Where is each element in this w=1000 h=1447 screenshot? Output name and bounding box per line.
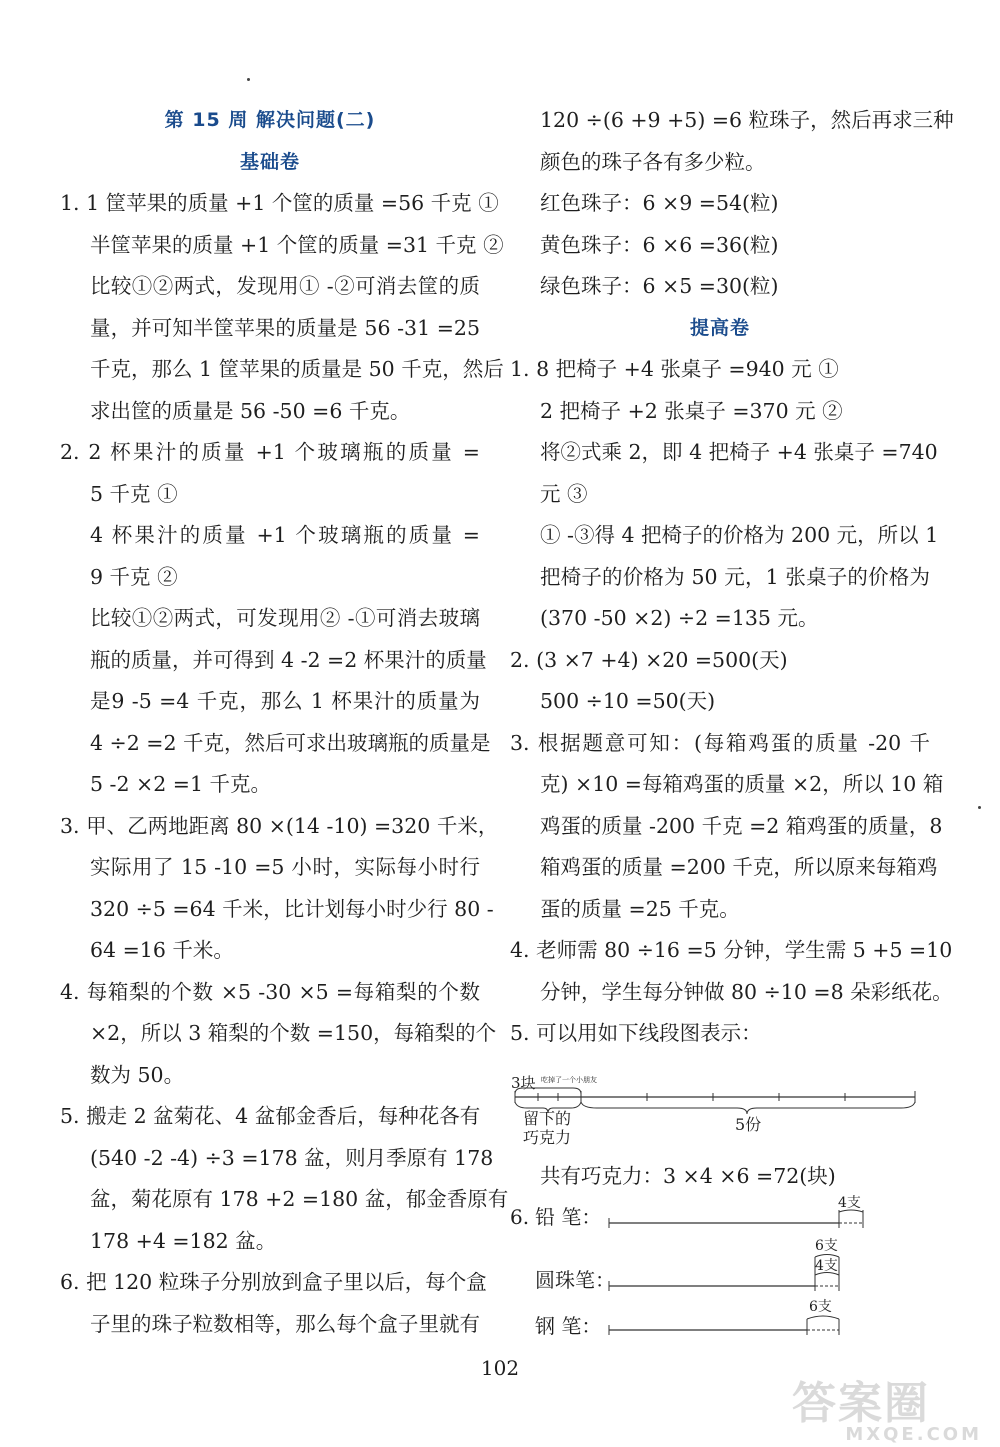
- text-line: 1. 8 把椅子 +4 张桌子 =940 元 ①: [510, 357, 839, 381]
- scan-dot: [978, 806, 981, 809]
- text-line: 5. 可以用如下线段图表示：: [510, 1021, 762, 1045]
- text-line: 求出筐的质量是 56 -50 =6 千克。: [90, 398, 411, 423]
- pencil-label: 铅 笔：: [535, 1205, 602, 1229]
- text-line: 3. 根据题意可知：(每箱鸡蛋的质量 -20 千: [510, 730, 930, 755]
- remaining-label-1: 留下的: [523, 1109, 572, 1128]
- text-line: 比较①②两式，发现用① -②可消去筐的质: [90, 274, 480, 298]
- text-line: 64 =16 千米。: [90, 938, 234, 962]
- text-line: 子里的珠子粒数相等，那么每个盒子里就有: [90, 1311, 480, 1336]
- basic-item-3: [60, 806, 499, 972]
- text-line: 蛋的质量 =25 千克。: [540, 896, 740, 921]
- text-line: 6. 把 120 粒珠子分别放到盒子里以后，每个盒: [60, 1270, 487, 1294]
- text-line: 2. 2 杯果汁的质量 +1 个玻璃瓶的质量 =: [60, 440, 480, 464]
- advanced-item-2: [510, 640, 930, 723]
- parts-brace: [581, 1102, 915, 1114]
- text-line: 9 千克 ②: [90, 564, 178, 589]
- text-line: 颜色的珠子各有多少粒。: [540, 149, 766, 174]
- text-line: 将②式乘 2，即 4 把椅子 +4 张桌子 =740: [540, 440, 938, 464]
- text-line: 半筐苹果的质量 +1 个筐的质量 =31 千克 ②: [90, 232, 504, 257]
- pencil-extra-label: 4支: [838, 1195, 861, 1211]
- text-line: 比较①②两式，可发现用② -①可消去玻璃: [90, 606, 480, 630]
- basic-item-1: [60, 183, 504, 432]
- text-line: 5 千克 ①: [90, 481, 178, 506]
- text-line: 量，并可知半筐苹果的质量是 56 -31 =25: [90, 315, 480, 340]
- text-line: 绿色珠子：6 ×5 =30(粒): [540, 274, 779, 298]
- basic-item-6-continued: [510, 100, 954, 308]
- item-6-number: 6.: [510, 1205, 530, 1229]
- advanced-item-4: [510, 930, 953, 1013]
- watermark-url: MXQE.COM: [845, 1424, 982, 1445]
- text-line: 千克，那么 1 筐苹果的质量是 50 千克，然后: [90, 357, 504, 381]
- right-column: [510, 100, 954, 1055]
- advanced-item-3: [510, 723, 944, 931]
- ballpen-label: 圆珠笔：: [535, 1268, 615, 1292]
- advanced-item-5: [510, 1013, 930, 1055]
- pens-line-diagram: [505, 1195, 925, 1345]
- week-title: 第 15 周 解决问题(二): [164, 109, 376, 131]
- pen-brace: [807, 1316, 839, 1319]
- text-line: 500 ÷10 =50(天): [540, 689, 716, 713]
- text-line: (370 -50 ×2) ÷2 =135 元。: [540, 606, 819, 630]
- text-line: 元 ③: [540, 481, 588, 506]
- pieces-label: 3块: [511, 1074, 536, 1092]
- text-line: 4 ÷2 =2 千克，然后可求出玻璃瓶的质量是: [90, 730, 491, 755]
- text-line: 5 -2 ×2 =1 千克。: [90, 772, 272, 796]
- scan-dot: [247, 78, 250, 81]
- remaining-label-2: 巧克力: [523, 1128, 572, 1147]
- text-line: 鸡蛋的质量 -200 千克 =2 箱鸡蛋的质量，8: [540, 813, 943, 838]
- ballpen-extra-top: 6支: [815, 1238, 838, 1254]
- basic-item-2: [60, 432, 491, 806]
- text-line: 4 杯果汁的质量 +1 个玻璃瓶的质量 =: [90, 523, 480, 547]
- text-line: 瓶的质量，并可得到 4 -2 =2 杯果汁的质量: [90, 647, 487, 672]
- basic-item-4: [60, 972, 497, 1097]
- text-line: 3. 甲、乙两地距离 80 ×(14 -10) =320 千米，: [60, 813, 499, 838]
- text-line: 数为 50。: [90, 1062, 185, 1087]
- text-line: 1. 1 筐苹果的质量 +1 个筐的质量 =56 千克 ①: [60, 191, 499, 215]
- text-line: ×2，所以 3 箱梨的个数 =150，每箱梨的个: [90, 1021, 497, 1045]
- advanced-section-title: 提高卷: [689, 316, 750, 339]
- basic-section-title: 基础卷: [239, 150, 300, 173]
- eaten-label: 吃掉了一个小朋友: [541, 1076, 597, 1084]
- text-line: 178 +4 =182 盆。: [90, 1228, 277, 1253]
- left-column: [60, 100, 509, 1345]
- text-line: 4. 每箱梨的个数 ×5 -30 ×5 =每箱梨的个数: [60, 979, 480, 1004]
- text-line: 120 ÷(6 +9 +5) =6 粒珠子，然后再求三种: [540, 108, 954, 132]
- page-number: 102: [480, 1356, 520, 1380]
- text-line: 实际用了 15 -10 =5 小时，实际每小时行: [90, 855, 480, 879]
- text-line: 黄色珠子：6 ×6 =36(粒): [540, 232, 779, 257]
- text-line: 箱鸡蛋的质量 =200 千克，所以原来每箱鸡: [540, 855, 938, 879]
- text-line: 克) ×10 =每箱鸡蛋的质量 ×2，所以 10 箱: [540, 772, 944, 796]
- text-line: 把椅子的价格为 50 元，1 张桌子的价格为: [540, 564, 930, 589]
- basic-item-5: [60, 1096, 509, 1262]
- watermark-logo-text: 答案圈: [792, 1378, 930, 1429]
- total-chocolate-line: 共有巧克力：3 ×4 ×6 =72(块): [540, 1164, 836, 1188]
- parts-label: 5份: [735, 1115, 762, 1134]
- text-line: 4. 老师需 80 ÷16 =5 分钟，学生需 5 +5 =10: [510, 938, 953, 962]
- chocolate-line-diagram: [505, 1062, 925, 1147]
- pen-label: 钢 笔：: [535, 1314, 602, 1338]
- text-line: 2. (3 ×7 +4) ×20 =500(天): [510, 647, 788, 672]
- text-line: 分钟，学生每分钟做 80 ÷10 =8 朵彩纸花。: [540, 979, 953, 1004]
- text-line: 320 ÷5 =64 千米，比计划每小时少行 80 -: [90, 896, 494, 921]
- ballpen-extra-bottom: 4支: [815, 1258, 838, 1274]
- text-line: 红色珠子：6 ×9 =54(粒): [540, 191, 779, 215]
- text-line: 是9 -5 =4 千克，那么 1 杯果汁的质量为: [90, 689, 480, 713]
- advanced-item-1: [510, 349, 939, 640]
- text-line: ① -③得 4 把椅子的价格为 200 元，所以 1: [540, 523, 939, 547]
- text-line: 盆，菊花原有 178 +2 =180 盆，郁金香原有: [90, 1187, 509, 1211]
- text-line: (540 -2 -4) ÷3 =178 盆，则月季原有 178: [90, 1145, 494, 1170]
- text-line: 5. 搬走 2 盆菊花、4 盆郁金香后，每种花各有: [60, 1104, 481, 1128]
- text-line: 2 把椅子 +2 张桌子 =370 元 ②: [540, 398, 843, 423]
- ballpen-top-brace: [815, 1255, 839, 1258]
- pen-extra-label: 6支: [809, 1299, 832, 1315]
- site-watermark: [792, 1378, 992, 1446]
- basic-item-6: [60, 1262, 487, 1345]
